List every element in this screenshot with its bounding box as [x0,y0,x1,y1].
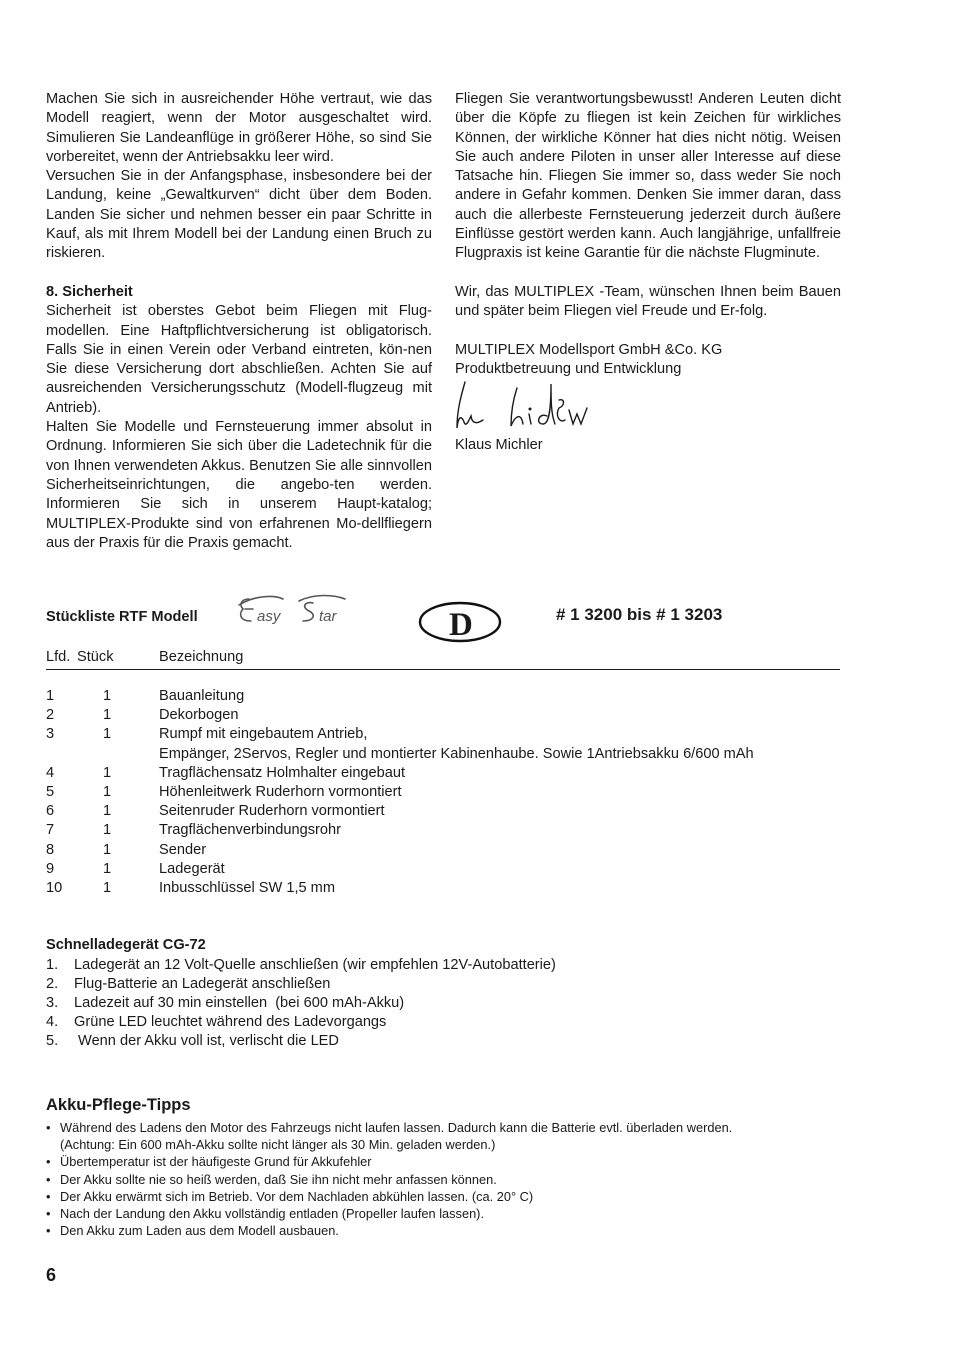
page-number: 6 [46,1265,57,1285]
row-description [159,725,840,763]
wishes-paragraph: Wir, das MULTIPLEX -Team, wünschen Ihnen beim Bauen und später beim Fliegen viel Freude und Er-folg. [455,283,841,320]
tip-text: Übertemperatur ist der häufigeste Grund für Akkufehler [60,1154,372,1170]
description-line: Empänger, 2Servos, Regler und montierter Kabinenhaube. Sowie 1Antriebsakku 6/600 mAh [159,745,754,762]
tip-note: (Achtung: Ein 600 mAh-Akku sollte nicht länger als 30 Min. geladen werden.) [60,1137,496,1153]
charger-section [46,936,840,1051]
bullet-icon: • [46,1223,51,1239]
row-number: 8 [46,841,55,858]
country-badge-letter: D [449,607,473,643]
bullet-icon: • [46,1206,51,1222]
description-line: Höhenleitwerk Ruderhorn vormontiert [159,784,402,801]
row-quantity: 1 [103,764,112,781]
table-row [46,783,840,802]
description-line: Seitenruder Ruderhorn vormontiert [159,803,385,820]
bullet-icon: • [46,1171,51,1187]
table-row [46,802,840,821]
tip-content [60,1119,732,1153]
list-item [46,994,840,1013]
list-item [46,956,840,975]
row-quantity: 1 [103,841,112,858]
row-description [159,860,840,879]
table-row [46,821,840,840]
parts-table-header [46,648,840,670]
tip-content [60,1188,533,1205]
safety-heading: 8. Sicherheit [46,283,133,300]
akku-tips-list [46,1119,840,1239]
signature-icon [455,380,605,436]
step-number: 5. [46,1033,59,1049]
step-text: Grüne LED leuchtet während des Ladevorgangs [74,1014,387,1030]
description-line: Tragflächensatz Holmhalter eingebaut [159,764,406,781]
row-number: 7 [46,822,55,839]
header-qty: Stück [77,649,114,665]
table-row [46,764,840,783]
tip-content [60,1171,497,1188]
table-row [46,687,840,706]
row-quantity: 1 [103,822,112,839]
row-description [159,821,840,840]
step-text: Wenn der Akku voll ist, verlischt die LED [74,1033,339,1049]
list-item [46,1188,840,1205]
step-number: 4. [46,1014,59,1030]
company-name: MULTIPLEX Modellsport GmbH &Co. KG [455,341,723,358]
description-line: Rumpf mit eingebautem Antrieb, [159,726,368,743]
row-quantity: 1 [103,860,112,877]
step-text: Ladegerät an 12 Volt-Quelle anschließen (wir empfehlen 12V-Autobatterie) [74,957,556,973]
order-number: # 1 3200 bis # 1 3203 [556,605,723,624]
responsibility-paragraph: Fliegen Sie verantwortungsbewusst! Anderen Leuten dicht über die Köpfe zu fliegen ist kein Zeichen für wirkliches Können, der wirkliche Könner hat dies nicht nötig. Weisen Sie auch andere Piloten in unser aller Interesse auf diese Tatsache hin. Fliegen Sie immer so, dass weder Sie noch andere in Gefahr kommen. Denken Sie immer daran, dass auch die allerbeste Fernsteuerung jederzeit durch äußere Einflüsse gestört werden kann. Auch langjährige, unfallfreie Flugpraxis ist keine Garantie für die nächste Flugminute. [455,91,841,262]
parts-list-label: Stückliste RTF Modell [46,609,198,625]
row-quantity: 1 [103,688,112,704]
bullet-icon: • [46,1188,51,1204]
table-row [46,841,840,860]
row-number: 4 [46,764,55,781]
step-number: 3. [46,995,59,1011]
description-line: Inbusschlüssel SW 1,5 mm [159,880,335,897]
row-description [159,706,840,725]
row-description [159,783,840,802]
row-number: 10 [46,880,63,897]
row-description [159,764,840,783]
list-item [46,1013,840,1032]
list-item [46,1205,840,1222]
logo-text-easy: asy [257,608,281,625]
row-quantity: 1 [103,726,112,743]
table-row [46,879,840,898]
signature-name: Klaus Michler [455,437,543,454]
row-number: 6 [46,803,55,820]
row-number: 5 [46,784,55,801]
akku-tips-title: Akku-Pflege-Tipps [46,1096,191,1114]
row-quantity: 1 [103,803,112,820]
list-item [46,975,840,994]
charger-title: Schnelladegerät CG-72 [46,937,206,953]
list-item [46,1119,840,1153]
description-line: Bauanleitung [159,688,245,704]
logo-text-star: tar [319,608,337,625]
maintenance-paragraph: Halten Sie Modelle und Fernsteuerung immer absolut in Ordnung. Informieren Sie sich über die Ladetechnik für die von Ihnen verwendeten Akkus. Benutzen Sie alle sinnvollen Sicherheitseinrichtungen, die angebo-ten werden. Informieren Sie sich in unserem Haupt-katalog; MULTIPLEX-Produkte sind von erfahrenen Mo-dellfliegern aus der Praxis für die Praxis gemacht. [46,419,432,551]
bullet-icon: • [46,1154,51,1170]
list-item [46,1222,840,1239]
row-quantity: 1 [103,784,112,801]
row-description [159,687,840,706]
tip-text: Während des Ladens den Motor des Fahrzeugs nicht laufen lassen. Dadurch kann die Batterie evtl. überladen werden. [60,1120,733,1135]
table-row [46,706,840,725]
list-item [46,1171,840,1188]
row-number: 1 [46,688,55,704]
row-number: 9 [46,860,55,877]
parts-list-header [46,605,840,643]
tip-text: Den Akku zum Laden aus dem Modell ausbauen. [60,1223,339,1239]
intro-paragraph: Machen Sie sich in ausreichender Höhe vertraut, wie das Modell reagiert, wenn der Motor ausgeschaltet wird. Simulieren Sie Landeanflüge in größerer Höhe, so sind Sie vorbereitet, wenn der Antriebsakku leer wird. [46,91,432,165]
step-text: Flug-Batterie an Ladegerät anschließen [74,976,331,992]
header-no: Lfd. [46,649,71,665]
row-number: 3 [46,726,55,743]
tip-text: Der Akku erwärmt sich im Betrieb. Vor dem Nachladen abkühlen lassen. (ca. 20° C) [60,1188,534,1204]
row-description [159,802,840,821]
tip-content [60,1153,372,1170]
tip-content [60,1222,339,1239]
description-line: Sender [159,841,207,858]
right-column [455,90,841,456]
row-quantity: 1 [103,880,112,897]
step-text: Ladezeit auf 30 min einstellen (bei 600 mAh-Akku) [74,995,405,1011]
row-quantity: 1 [103,707,112,724]
description-line: Dekorbogen [159,707,239,724]
list-item [46,1032,840,1051]
tip-text: Nach der Landung den Akku vollständig entladen (Propeller laufen lassen). [60,1206,484,1222]
landing-paragraph: Versuchen Sie in der Anfangsphase, insbesondere bei der Landung, keine „Gewaltkurven“ dicht über dem Boden. Landen Sie sicher und nehmen besser ein paar Schritte in Kauf, als mit Ihrem Modell bei der Landung einen Bruch zu riskieren. [46,168,432,262]
tip-content [60,1205,484,1222]
row-description [159,841,840,860]
header-desc: Bezeichnung [159,649,244,665]
parts-table [46,648,840,898]
row-description [159,879,840,898]
safety-paragraph: Sicherheit ist oberstes Gebot beim Fliegen mit Flug-modellen. Eine Haftpflichtversicherung ist obligatorisch. Falls Sie in einen Verein oder Verband eintreten, kön-nen Sie diese Versicherung dort abschließen. Achten Sie auf ausreichenden Versicherungsschutz (Modell-flugzeug mit Antrieb). [46,303,432,416]
department-name: Produktbetreuung und Entwicklung [455,361,682,378]
charger-steps [46,956,840,1051]
row-number: 2 [46,707,55,724]
description-line: Tragflächenverbindungsrohr [159,822,341,839]
tip-text: Der Akku sollte nie so heiß werden, daß Sie ihn nicht mehr anfassen können. [60,1171,497,1187]
table-row [46,860,840,879]
parts-table-body [46,687,840,898]
table-row [46,725,840,763]
bullet-icon: • [46,1120,51,1135]
step-number: 1. [46,957,59,973]
description-line: Ladegerät [159,860,225,877]
step-number: 2. [46,976,59,992]
left-column [46,90,432,553]
list-item [46,1153,840,1170]
akku-tips-section [46,1096,840,1239]
easystar-logo-icon [235,591,367,631]
